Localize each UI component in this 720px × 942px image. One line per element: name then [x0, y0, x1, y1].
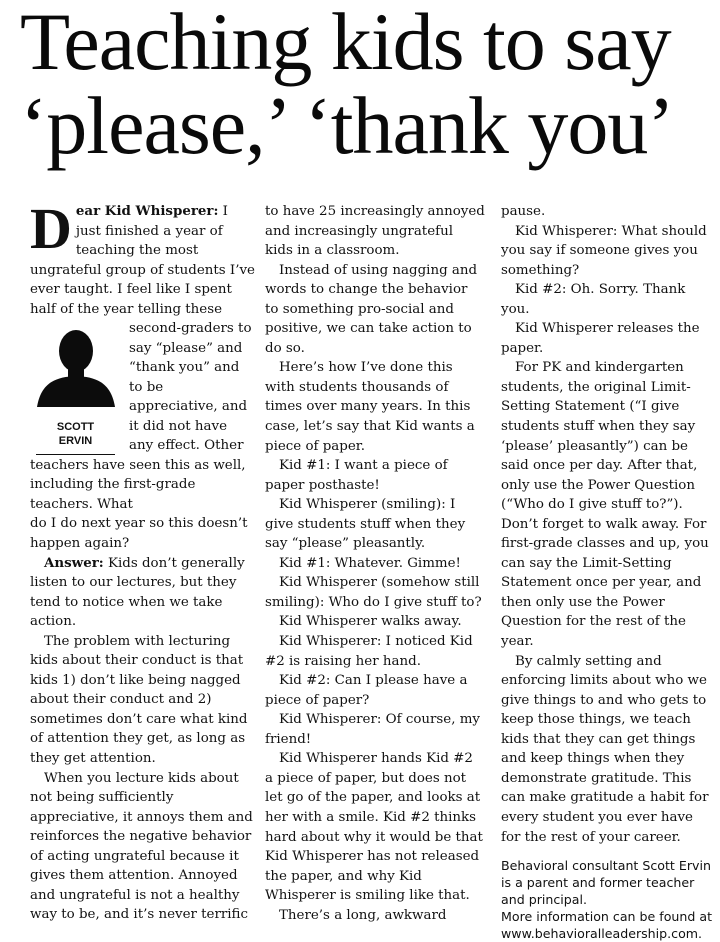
dialogue-line: Kid #1: I want a piece of paper posthaste!: [265, 458, 448, 493]
person-silhouette-icon: [33, 321, 119, 407]
byline-last-name: ERVIN: [58, 434, 93, 447]
answer-paragraph: [30, 554, 255, 632]
byline: [36, 420, 115, 455]
dialogue-line: Kid #1: Whatever. Gimme!: [279, 555, 461, 571]
dialogue-line: Kid Whisperer (smiling): I give students stuff when they say “please” pleasantly.: [265, 497, 466, 552]
paragraph: Kid Whisperer releases the paper.: [501, 321, 700, 356]
headline-line-1: Teaching kids to say: [20, 0, 671, 87]
paragraph: There’s a long, awkward: [279, 907, 447, 923]
letter-salutation: ear Kid Whisperer:: [75, 203, 219, 219]
paragraph: Kid Whisperer hands Kid #2 a piece of paper, but does not let go of the paper, and looks at her with a smile. Kid #2 thinks hard about why it would be that Kid Whisperer has not released the paper, and why Kid Whisperer is smiling like that.: [265, 751, 483, 904]
paragraph: By calmly setting and enforcing limits about who we give things to and who gets to keep those things, we teach kids that they can get things and keep things when they demonstrate gratitude. This can make gratitude a habit for every student you ever have for the rest of your career.: [501, 653, 709, 845]
dialogue-line: Kid Whisperer: I noticed Kid #2 is raising her hand.: [265, 634, 473, 669]
columnist-photo-block: [30, 319, 125, 455]
tagline-bio: Behavioral consultant Scott Ervin is a parent and former teacher and principal.: [501, 858, 711, 908]
dialogue-line: Kid Whisperer: Of course, my friend!: [265, 712, 480, 747]
paragraph: to have 25 increasingly annoyed and increasingly ungrateful kids in a classroom.: [265, 204, 485, 259]
dialogue-line: Kid #2: Can I please have a piece of paper?: [265, 673, 468, 708]
paragraph: When you lecture kids about not being sufficiently appreciative, it annoys them and reinforces the negative behavior of acting ungrateful because it gives them attention. Annoyed and ungrateful is not a healthy way to be, and it’s never terrific: [30, 770, 253, 923]
letter-tail: do I do next year so this doesn’t happen again?: [30, 516, 248, 552]
paragraph: The problem with lecturing kids about their conduct is that kids 1) don’t like being nagged about their conduct and 2) sometimes don’t care what kind of attention they get, as long as they get attention.: [30, 633, 248, 767]
dialogue-line: Kid Whisperer (somehow still smiling): Who do I give stuff to?: [265, 575, 482, 610]
tagline-website: More information can be found at www.behavioralleadership.com.: [501, 909, 713, 942]
byline-first-name: SCOTT: [56, 420, 95, 433]
headline: [20, 0, 720, 171]
drop-cap: D: [30, 196, 72, 261]
intro-block: [30, 196, 255, 319]
letter-wrap-paragraph: second-graders to say “please” and “thank you” and to be appreciative, and it did not have any effect. Other teachers have seen this as well, including the first-grade teachers. What: [30, 321, 252, 512]
dialogue-line: Kid Whisperer walks away.: [279, 614, 462, 630]
article-column-1: [30, 196, 255, 925]
dialogue-line: Kid Whisperer: What should you say if someone gives you something?: [501, 223, 707, 278]
paragraph: For PK and kindergarten students, the original Limit-Setting Statement (“I give students stuff when they say ‘please’ pleasantly”) can be said once per day. After that, only use the Power Question (“Who do I give stuff to?”). Don’t forget to walk away. For first-grade classes and up, you can say the Limit-Setting Statement once per year, and then only use the Power Question for the rest of the year.: [501, 360, 709, 650]
answer-text: Kids don’t generally listen to our lectures, but they tend to notice when we take action.: [30, 555, 245, 630]
article-column-3: [501, 202, 716, 942]
article-column-2: [265, 202, 485, 925]
headline-line-2: ‘please,’ ‘thank you’: [20, 80, 674, 171]
dialogue-line: Kid #2: Oh. Sorry. Thank you.: [501, 282, 686, 317]
paragraph: Instead of using nagging and words to change the behavior to something pro-social and positive, we can take action to do so.: [265, 262, 478, 356]
paragraph: pause.: [501, 204, 546, 219]
answer-label: Answer:: [44, 554, 104, 571]
paragraph: Here’s how I’ve done this with students thousands of times over many years. In this case, let’s say that Kid wants a piece of paper.: [265, 360, 475, 454]
author-tagline: [501, 857, 716, 942]
letter-intro-text: I just finished a year of teaching the most ungrateful group of students I’ve ever taught. I feel like I spent half of the year telling these: [30, 204, 255, 317]
